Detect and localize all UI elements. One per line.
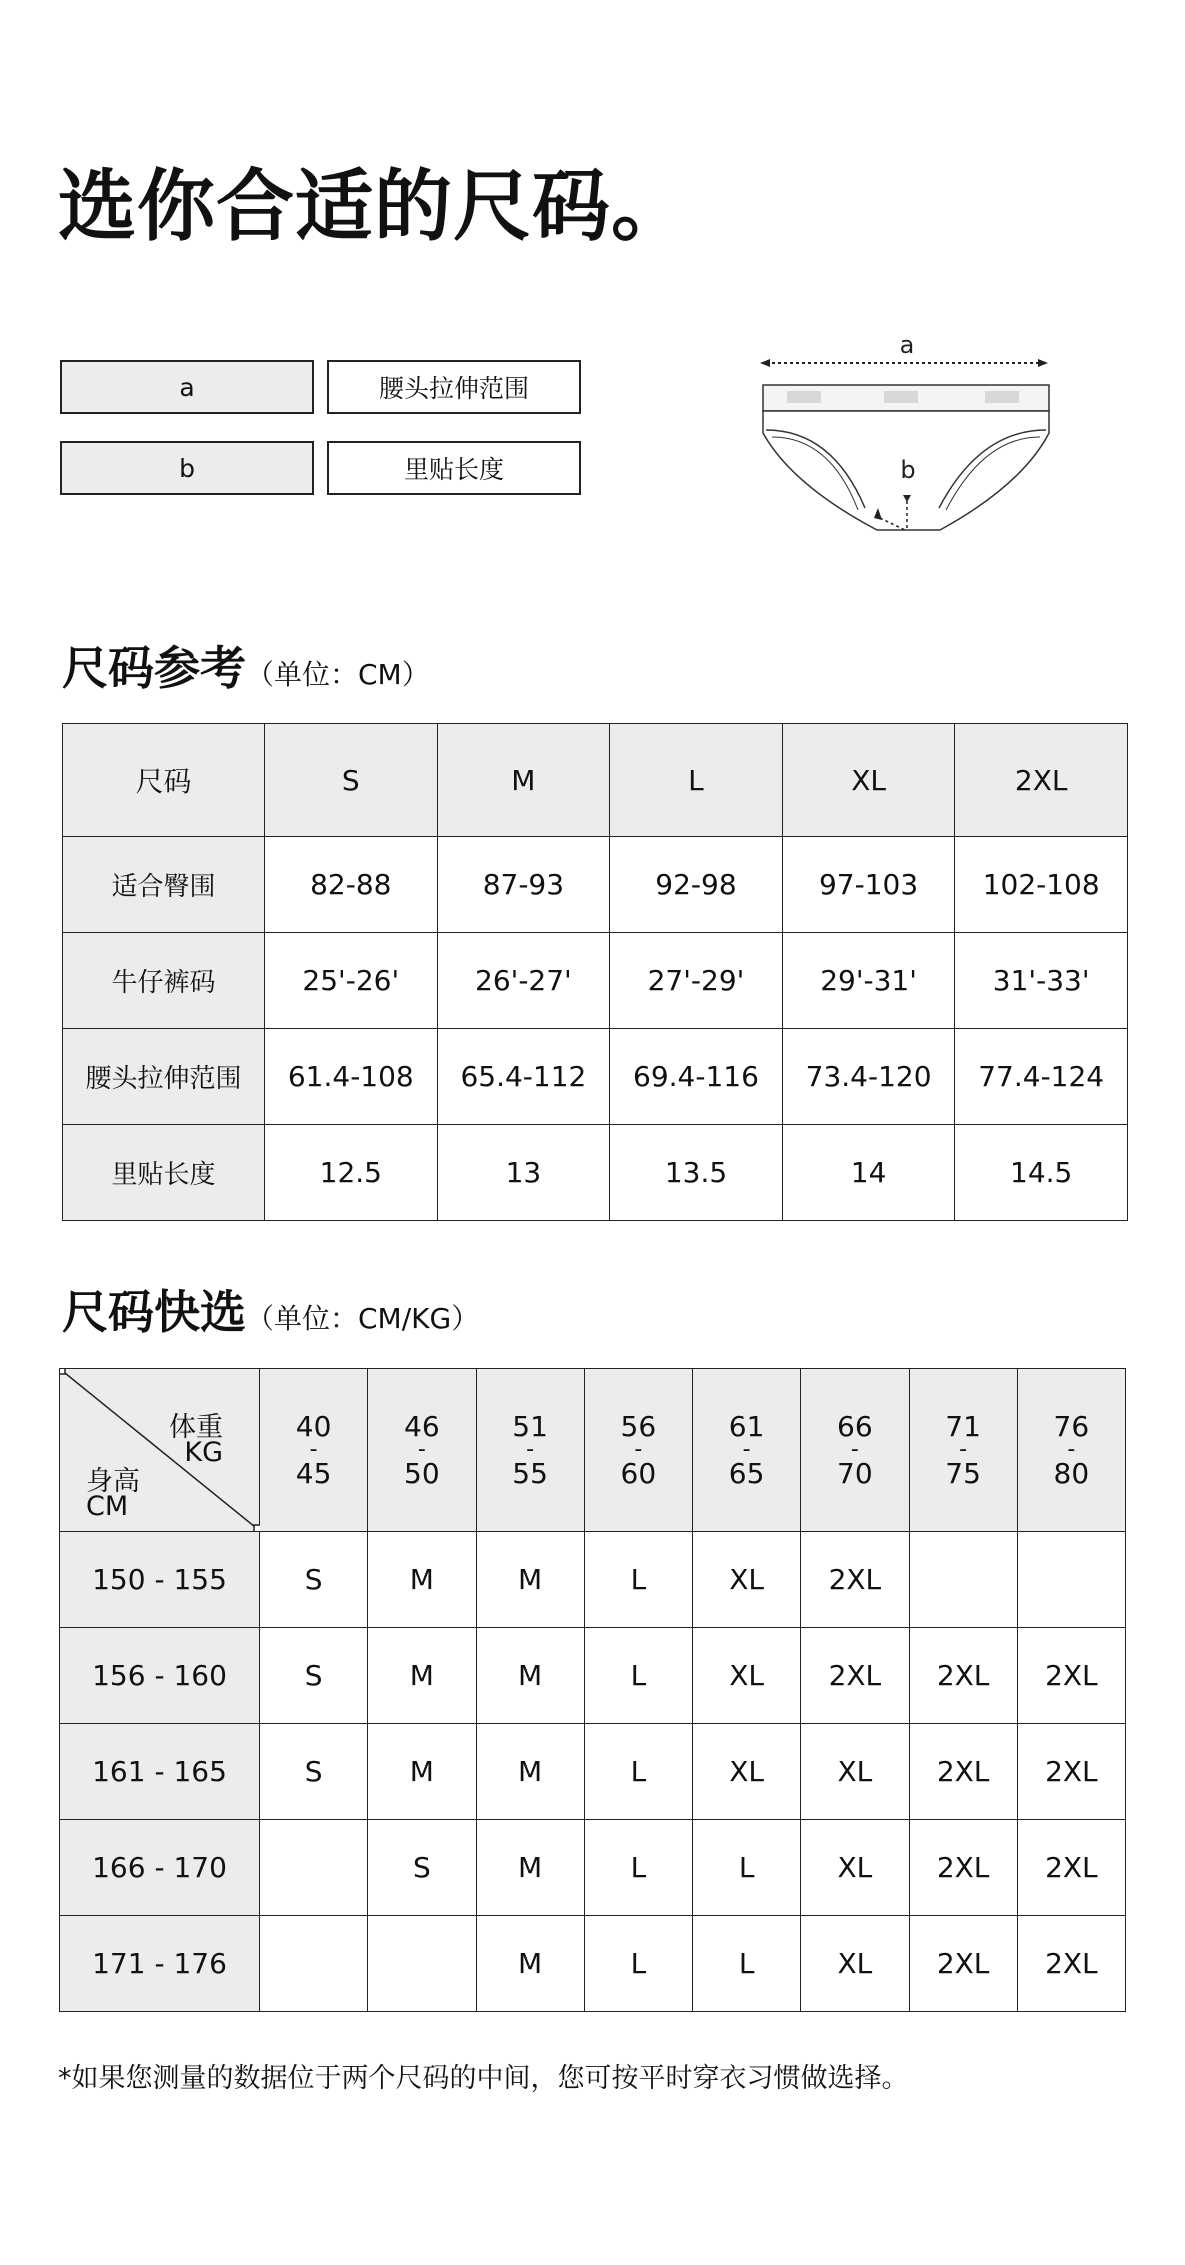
size-cell [368,1916,476,2012]
size-cell: 2XL [1017,1916,1125,2012]
table-header-cell: L [610,724,783,837]
table-cell: 13.5 [610,1125,783,1221]
weight-column-header: 46 - 50 [368,1369,476,1532]
table-row [60,1724,1126,1820]
size-cell: XL [801,1724,909,1820]
table-cell: 29'-31' [782,933,955,1029]
row-label: 适合臀围 [63,837,265,933]
size-cell: S [368,1820,476,1916]
size-cell: M [368,1724,476,1820]
row-label: 腰头拉伸范围 [63,1029,265,1125]
table-cell: 61.4-108 [265,1029,438,1125]
table-cell: 69.4-116 [610,1029,783,1125]
table-row [60,1820,1126,1916]
size-cell [909,1532,1017,1628]
size-cell: 2XL [801,1628,909,1724]
size-cell: L [693,1820,801,1916]
table-cell: 14.5 [955,1125,1128,1221]
quick-select-unit: （单位：CM/KG） [246,1302,480,1335]
table-cell: 97-103 [782,837,955,933]
size-cell: L [584,1532,692,1628]
table-row [63,1125,1128,1221]
weight-unit: KG [184,1437,223,1468]
table-cell: 102-108 [955,837,1128,933]
table-header-cell: M [437,724,610,837]
quick-select-title: 尺码快选 [62,1285,246,1339]
size-cell: XL [801,1820,909,1916]
legend-key-b: b [60,441,314,495]
size-cell: M [368,1628,476,1724]
row-label: 里贴长度 [63,1125,265,1221]
size-cell: M [476,1820,584,1916]
corner-cell [60,1369,260,1532]
size-cell: 2XL [801,1532,909,1628]
legend-key-a: a [60,360,314,414]
table-header-cell: S [265,724,438,837]
size-cell: 2XL [909,1916,1017,2012]
weight-column-header: 66 - 70 [801,1369,909,1532]
size-cell: 2XL [1017,1724,1125,1820]
table-cell: 26'-27' [437,933,610,1029]
table-cell: 77.4-124 [955,1029,1128,1125]
diagram-label-a: a [899,331,915,359]
height-row-label: 161 - 165 [60,1724,260,1820]
size-cell: S [260,1724,368,1820]
height-row-label: 166 - 170 [60,1820,260,1916]
size-cell: S [260,1532,368,1628]
size-cell: S [260,1628,368,1724]
size-cell: L [693,1916,801,2012]
table-cell: 87-93 [437,837,610,933]
size-cell: XL [693,1532,801,1628]
height-unit: CM [86,1491,129,1522]
table-header-cell: XL [782,724,955,837]
table-cell: 82-88 [265,837,438,933]
size-cell: 2XL [1017,1820,1125,1916]
weight-label: 体重 [169,1412,223,1443]
underwear-measurement-diagram [752,330,1062,545]
table-row [63,933,1128,1029]
size-cell: M [476,1628,584,1724]
table-row [60,1532,1126,1628]
table-cell: 13 [437,1125,610,1221]
table-row [63,837,1128,933]
table-row [60,1628,1126,1724]
size-cell: 2XL [1017,1628,1125,1724]
legend-value-b: 里贴长度 [327,441,581,495]
size-cell: 2XL [909,1628,1017,1724]
size-reference-title: 尺码参考 [62,641,246,695]
size-cell: XL [801,1916,909,2012]
table-header-cell: 2XL [955,724,1128,837]
table-row [60,1916,1126,2012]
size-cell [260,1820,368,1916]
quick-select-table [59,1368,1126,2012]
table-header-row [60,1369,1126,1532]
size-cell: M [476,1724,584,1820]
size-cell: XL [693,1724,801,1820]
size-cell: 2XL [909,1820,1017,1916]
size-cell: 2XL [909,1724,1017,1820]
table-cell: 27'-29' [610,933,783,1029]
size-cell: XL [693,1628,801,1724]
table-cell: 92-98 [610,837,783,933]
table-cell: 73.4-120 [782,1029,955,1125]
table-header-row [63,724,1128,837]
weight-column-header: 56 - 60 [584,1369,692,1532]
size-cell: L [584,1628,692,1724]
legend-value-a: 腰头拉伸范围 [327,360,581,414]
weight-column-header: 76 - 80 [1017,1369,1125,1532]
weight-column-header: 61 - 65 [693,1369,801,1532]
size-cell: L [584,1916,692,2012]
table-header-cell: 尺码 [63,724,265,837]
table-cell: 12.5 [265,1125,438,1221]
size-cell [260,1916,368,2012]
weight-column-header: 40 - 45 [260,1369,368,1532]
weight-column-header: 71 - 75 [909,1369,1017,1532]
table-cell: 65.4-112 [437,1029,610,1125]
size-reference-unit: （单位：CM） [246,658,430,691]
footnote: *如果您测量的数据位于两个尺码的中间，您可按平时穿衣习惯做选择。 [58,2063,909,2094]
size-cell: M [476,1532,584,1628]
quick-select-heading [62,1285,480,1339]
size-reference-heading [62,641,430,695]
size-cell: L [584,1820,692,1916]
table-cell: 31'-33' [955,933,1128,1029]
size-cell: M [368,1532,476,1628]
size-cell: M [476,1916,584,2012]
height-label: 身高 [86,1466,140,1497]
table-cell: 14 [782,1125,955,1221]
diagram-label-b: b [900,456,916,484]
size-cell [1017,1532,1125,1628]
page-title: 选你合适的尺码。 [58,162,691,252]
height-row-label: 150 - 155 [60,1532,260,1628]
row-label: 牛仔裤码 [63,933,265,1029]
size-reference-table [62,723,1128,1221]
table-row [63,1029,1128,1125]
size-cell: L [584,1724,692,1820]
weight-column-header: 51 - 55 [476,1369,584,1532]
table-cell: 25'-26' [265,933,438,1029]
height-row-label: 156 - 160 [60,1628,260,1724]
height-row-label: 171 - 176 [60,1916,260,2012]
